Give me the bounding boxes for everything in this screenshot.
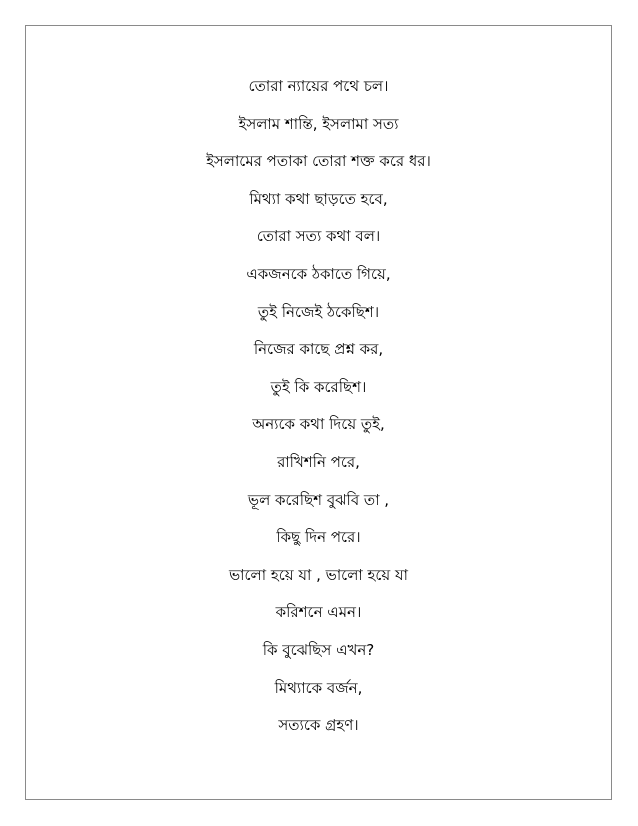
poem-line-11: রাখিশনি পরে, bbox=[277, 452, 360, 471]
poem-line-13: কিছু দিন পরে। bbox=[276, 528, 361, 547]
poem-line-4: মিথ্যা কথা ছাড়তে হবে, bbox=[249, 189, 388, 208]
poem-line-6: একজনকে ঠকাতে গিয়ে, bbox=[246, 264, 391, 283]
poem-line-3: ইসলামের পতাকা তোরা শক্ত করে ধর। bbox=[206, 152, 431, 171]
poem-line-17: মিথ্যাকে বর্জন, bbox=[274, 678, 363, 697]
poem-line-8: নিজের কাছে প্রশ্ন কর, bbox=[253, 340, 384, 359]
poem-line-1: তোরা ন্যায়ের পথে চল। bbox=[248, 77, 389, 95]
poem-line-7: তুই নিজেই ঠকেছিশ। bbox=[257, 302, 380, 321]
poem-line-14: ভালো হয়ে যা , ভালো হয়ে যা bbox=[228, 565, 408, 584]
poem-line-10: অন্যকে কথা দিয়ে তুই, bbox=[252, 415, 385, 434]
poem-line-15: করিশনে এমন। bbox=[275, 603, 362, 622]
poem-line-12: ভূল করেছিশ বুঝবি তা , bbox=[247, 490, 390, 509]
poem-line-18: সত্যকে গ্রহণ। bbox=[278, 716, 359, 735]
poem-line-16: কি বুঝেছিস এখন? bbox=[262, 640, 375, 659]
poem-line-5: তোরা সত্য কথা বল। bbox=[256, 227, 381, 246]
poem-line-9: তুই কি করেছিশ। bbox=[270, 377, 367, 396]
poem-line-2: ইসলাম শান্তি, ইসলামা সত্য bbox=[238, 114, 399, 133]
poem bbox=[25, 68, 612, 745]
